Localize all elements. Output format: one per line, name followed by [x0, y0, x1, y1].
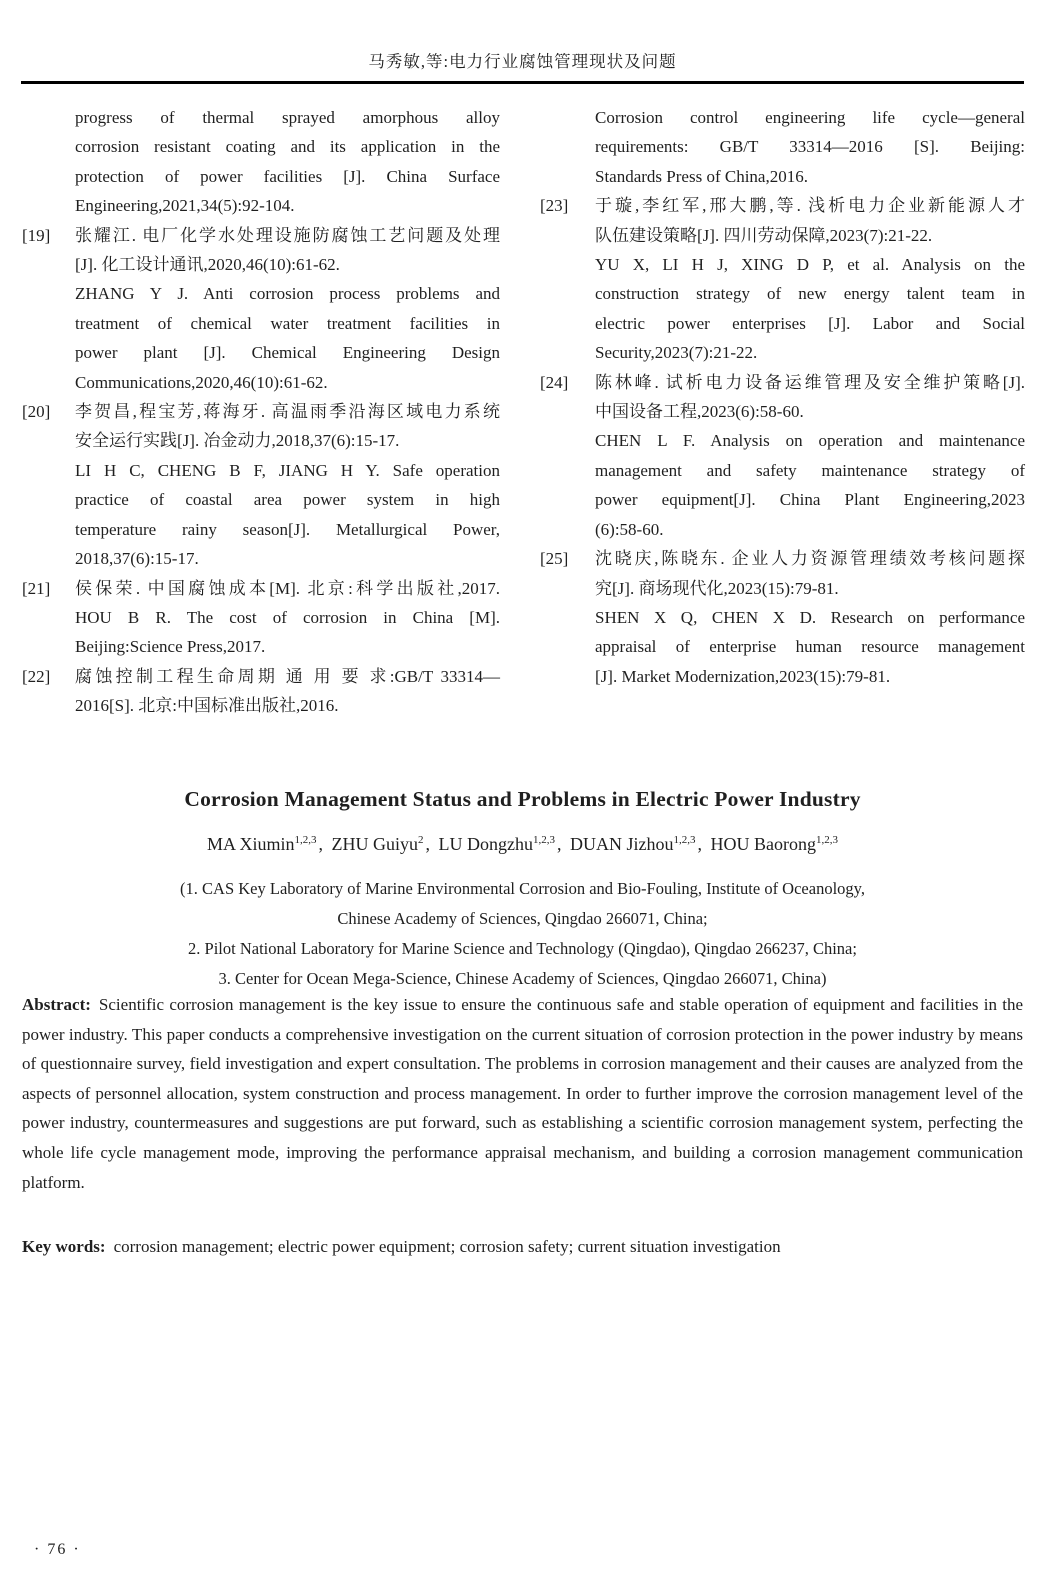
reference-number: [21]: [22, 578, 51, 598]
reference-line: [540, 426, 1025, 455]
author-name: DUAN Jizhou: [570, 834, 674, 854]
reference-text: 腐蚀控制工程生命周期 通 用 要 求:GB/T 33314—: [75, 666, 500, 686]
reference-text: requirements: GB/T 33314—2016 [S]. Beijing:: [595, 137, 1025, 157]
reference-text: 张耀江. 电厂化学水处理设施防腐蚀工艺问题及处理: [75, 225, 500, 245]
reference-text: power plant [J]. Chemical Engineering Design: [75, 343, 500, 363]
page-number: · 76 ·: [34, 1541, 81, 1558]
abstract-paragraph: [22, 990, 1023, 1197]
reference-line: [540, 603, 1025, 632]
reference-line: [22, 279, 500, 308]
authors-line: [0, 834, 1045, 855]
reference-line: [22, 544, 500, 573]
reference-line: [540, 191, 1025, 220]
affiliations-block: [0, 874, 1045, 994]
reference-text: [J]. Market Modernization,2023(15):79-81.: [595, 666, 891, 686]
author-superscript: 1,2,3: [294, 834, 317, 846]
reference-text: (6):58-60.: [595, 519, 664, 539]
reference-line: [22, 426, 500, 455]
reference-line: [540, 397, 1025, 426]
author-separator: ,: [425, 834, 435, 854]
author-separator: ,: [697, 834, 707, 854]
reference-line: [540, 162, 1025, 191]
keywords-label: Key words:: [22, 1237, 106, 1256]
affiliation-line: (1. CAS Key Laboratory of Marine Environmental Corrosion and Bio-Fouling, Institute of Oceanology,: [180, 879, 865, 898]
reference-line: [540, 132, 1025, 161]
reference-line: [22, 397, 500, 426]
reference-text: YU X, LI H J, XING D P, et al. Analysis on the: [595, 255, 1025, 275]
reference-text: corrosion resistant coating and its application in the: [75, 137, 500, 157]
reference-line: [22, 691, 500, 720]
reference-text: HOU B R. The cost of corrosion in China [M].: [75, 607, 500, 627]
running-header: 马秀敏,等:电力行业腐蚀管理现状及问题: [368, 52, 677, 71]
reference-text: 于璇,李红军,邢大鹏,等. 浅析电力企业新能源人才: [595, 196, 1025, 216]
reference-line: [540, 221, 1025, 250]
reference-line: [22, 103, 500, 132]
author-name: HOU Baorong: [710, 834, 816, 854]
reference-number: [19]: [22, 225, 51, 245]
author-name: LU Dongzhu: [438, 834, 533, 854]
reference-text: 2018,37(6):15-17.: [75, 549, 199, 569]
reference-text: 陈林峰. 试析电力设备运维管理及安全维护策略[J].: [595, 372, 1025, 392]
reference-line: [540, 632, 1025, 661]
reference-number: [22]: [22, 666, 51, 686]
reference-text: 究[J]. 商场现代化,2023(15):79-81.: [595, 578, 839, 598]
reference-text: treatment of chemical water treatment facilities in: [75, 313, 500, 333]
reference-text: LI H C, CHENG B F, JIANG H Y. Safe operation: [75, 460, 500, 480]
reference-column-right: [540, 103, 1025, 691]
reference-line: [22, 309, 500, 338]
article-title: Corrosion Management Status and Problems in Electric Power Industry: [184, 787, 861, 811]
reference-text: Corrosion control engineering life cycle—general: [595, 108, 1025, 127]
reference-text: 侯保荣. 中国腐蚀成本[M]. 北京:科学出版社,2017.: [75, 578, 500, 598]
reference-line: [540, 662, 1025, 691]
reference-line: [540, 279, 1025, 308]
reference-number: [23]: [540, 196, 569, 216]
reference-text: [J]. 化工设计通讯,2020,46(10):61-62.: [75, 255, 340, 275]
reference-line: [540, 544, 1025, 573]
reference-text: temperature rainy season[J]. Metallurgical Power,: [75, 519, 500, 539]
reference-line: [540, 250, 1025, 279]
reference-number: [20]: [22, 402, 51, 422]
author-separator: ,: [557, 834, 566, 854]
reference-line: [22, 162, 500, 191]
reference-line: [540, 103, 1025, 132]
reference-line: [22, 250, 500, 279]
reference-text: Standards Press of China,2016.: [595, 166, 808, 186]
reference-text: CHEN L F. Analysis on operation and maintenance: [595, 431, 1025, 451]
reference-column-left: [22, 103, 500, 721]
author-superscript: 2: [418, 834, 424, 846]
reference-text: Communications,2020,46(10):61-62.: [75, 372, 328, 392]
reference-line: [22, 632, 500, 661]
author-name: ZHU Guiyu: [331, 834, 419, 854]
reference-text: Beijing:Science Press,2017.: [75, 637, 266, 657]
affiliation-line: 3. Center for Ocean Mega-Science, Chinese Academy of Sciences, Qingdao 266071, China): [218, 969, 827, 988]
header-rule: [21, 81, 1024, 84]
author-superscript: 1,2,3: [816, 834, 838, 846]
reference-text: 中国设备工程,2023(6):58-60.: [595, 402, 804, 422]
affiliation-line: Chinese Academy of Sciences, Qingdao 266071, China;: [337, 909, 708, 928]
reference-text: progress of thermal sprayed amorphous alloy: [75, 108, 500, 127]
reference-text: power equipment[J]. China Plant Engineering,2023: [595, 490, 1025, 510]
reference-line: [22, 456, 500, 485]
reference-line: [22, 662, 500, 691]
reference-line: [540, 338, 1025, 367]
reference-text: 2016[S]. 北京:中国标准出版社,2016.: [75, 696, 339, 716]
reference-text: management and safety maintenance strategy of: [595, 460, 1025, 480]
author-superscript: 1,2,3: [533, 834, 555, 846]
author-name: MA Xiumin: [207, 834, 295, 854]
reference-text: 队伍建设策略[J]. 四川劳动保障,2023(7):21-22.: [595, 225, 933, 245]
reference-text: Engineering,2021,34(5):92-104.: [75, 196, 295, 216]
reference-text: appraisal of enterprise human resource management: [595, 637, 1025, 657]
reference-text: protection of power facilities [J]. China Surface: [75, 166, 500, 186]
reference-line: [540, 485, 1025, 514]
reference-text: practice of coastal area power system in high: [75, 490, 500, 510]
abstract-label: Abstract:: [22, 995, 91, 1014]
reference-line: [540, 309, 1025, 338]
reference-text: 安全运行实践[J]. 冶金动力,2018,37(6):15-17.: [75, 431, 400, 451]
reference-number: [24]: [540, 372, 569, 392]
reference-line: [22, 603, 500, 632]
reference-text: electric power enterprises [J]. Labor and Social: [595, 313, 1025, 333]
keywords-line: [22, 1232, 1023, 1262]
reference-line: [22, 574, 500, 603]
abstract-text: Scientific corrosion management is the key issue to ensure the continuous safe and stable operation of equipment and facilities in the power industry. This paper conducts a comprehensive investigation on the current situation of corrosion protection in the power industry by means of questionnaire survey, field investigation and expert consultation. The problems in corrosion management and their causes are analyzed from the aspects of personnel allocation, system construction and process management. In order to further improve the corrosion management level of the power industry, countermeasures and suggestions are put forward, such as establishing a scientific corrosion management system, perfecting the whole life cycle management mode, improving the performance appraisal mechanism, and building a corrosion management communication platform.: [22, 995, 1023, 1192]
affiliation-line: 2. Pilot National Laboratory for Marine Science and Technology (Qingdao), Qingdao 266237, China;: [188, 939, 857, 958]
reference-text: construction strategy of new energy talent team in: [595, 284, 1025, 304]
reference-line: [22, 368, 500, 397]
author-separator: ,: [318, 834, 328, 854]
reference-line: [22, 191, 500, 220]
reference-line: [22, 485, 500, 514]
keywords-text: corrosion management; electric power equipment; corrosion safety; current situation investigation: [113, 1237, 781, 1256]
reference-line: [540, 574, 1025, 603]
reference-text: ZHANG Y J. Anti corrosion process problems and: [75, 284, 500, 304]
reference-line: [22, 515, 500, 544]
reference-number: [25]: [540, 549, 569, 569]
reference-text: 李贺昌,程宝芳,蒋海牙. 高温雨季沿海区域电力系统: [75, 402, 500, 422]
author-superscript: 1,2,3: [673, 834, 696, 846]
reference-text: Security,2023(7):21-22.: [595, 343, 758, 363]
reference-line: [540, 368, 1025, 397]
reference-line: [540, 515, 1025, 544]
reference-text: SHEN X Q, CHEN X D. Research on performance: [595, 607, 1025, 627]
reference-line: [22, 132, 500, 161]
reference-line: [540, 456, 1025, 485]
reference-text: 沈晓庆,陈晓东. 企业人力资源管理绩效考核问题探: [595, 549, 1025, 569]
reference-line: [22, 221, 500, 250]
reference-line: [22, 338, 500, 367]
